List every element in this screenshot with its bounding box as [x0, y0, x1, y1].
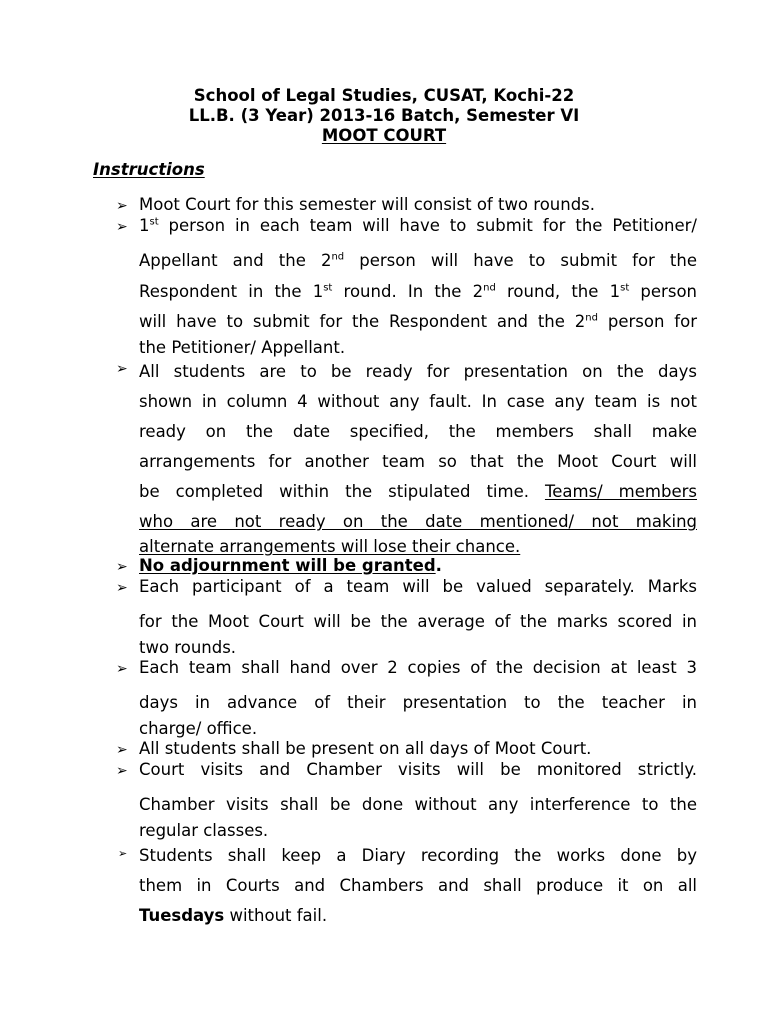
item-text: Each team shall hand over 2 copies of the decision at least 3 days in advance of their presentation to the teacher in charge/ office. [139, 658, 697, 738]
header-school-line: School of Legal Studies, CUSAT, Kochi-22 [193, 86, 575, 105]
tuesdays-text: Tuesdays [139, 906, 225, 925]
bullet-icon: ➢ [116, 580, 128, 596]
item-text: Court visits and Chamber visits will be monitored strictly. Chamber visits shall be done without any interference to the regular classes. [139, 760, 697, 840]
header-title [0, 126, 768, 146]
bullet-icon: ➢ [118, 847, 128, 860]
bullet-icon: ➢ [116, 559, 128, 575]
bullet-icon: ➢ [116, 361, 128, 377]
item-text: Students shall keep a Diary recording the works done by them in Courts and Chambers and shall produce it on all Tuesdays without fail. [139, 846, 697, 925]
header-course-line: LL.B. (3 Year) 2013-16 Batch, Semester VI [188, 106, 580, 125]
item-text: 1st person in each team will have to submit for the Petitioner/ Appellant and the 2nd person will have to submit for the Respondent in the 1st round. In the 2nd round, the 1st person will have to submit for the Respondent and the 2nd person for the Petitioner/ Appellant. [139, 216, 697, 357]
bullet-icon: ➢ [116, 742, 128, 758]
instructions-heading: Instructions [93, 160, 205, 179]
document-header [0, 86, 768, 146]
bullet-icon: ➢ [116, 198, 128, 214]
item-text: Moot Court for this semester will consist of two rounds. [139, 195, 596, 214]
bullet-icon: ➢ [116, 763, 128, 779]
bullet-icon: ➢ [116, 661, 128, 677]
item-text: Each participant of a team will be valued separately. Marks for the Moot Court will be the average of the marks scored in two rounds. [139, 577, 697, 657]
moot-court-title: MOOT COURT [321, 126, 447, 145]
item-text: No adjournment will be granted. [139, 556, 442, 575]
no-adjournment-text: No adjournment will be granted [139, 556, 436, 575]
bullet-icon: ➢ [116, 219, 128, 235]
item-text: All students are to be ready for presentation on the days shown in column 4 without any fault. In case any team is not ready on the date specified, the members shall make arrangements for another team so that the Moot Court will be completed within the stipulated time. Teams/ members who are not ready on the date mentioned/ not making alternate arrangements will lose their chance. [139, 362, 697, 556]
item-text: All students shall be present on all days of Moot Court. [139, 739, 592, 758]
